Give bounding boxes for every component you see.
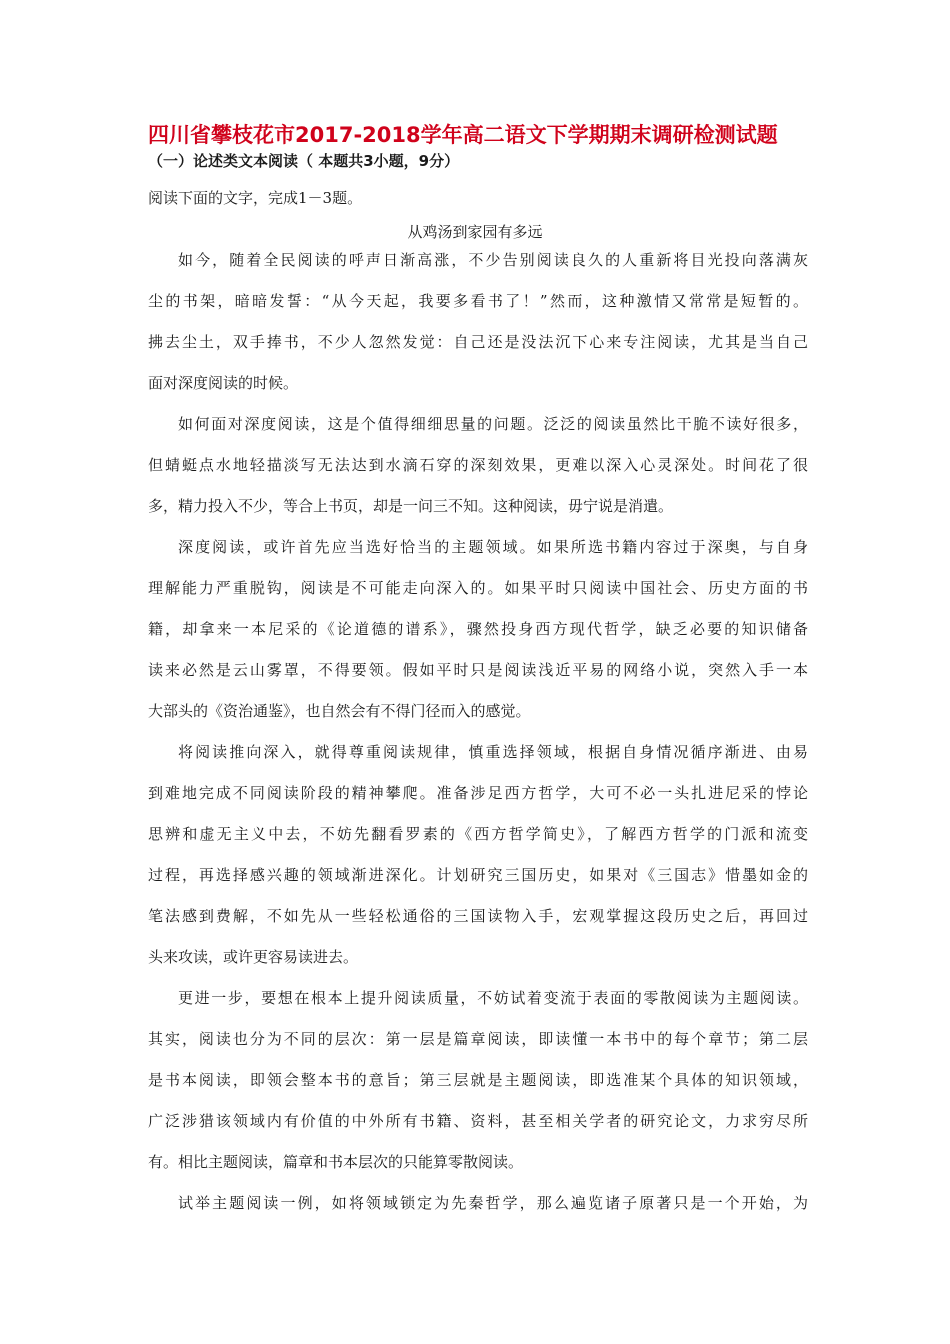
text-line: 理解能力严重脱钩，阅读是不可能走向深入的。如果平时只阅读中国社会、历史方面的书 <box>148 579 808 597</box>
text-line: 大部头的《资治通鉴》，也自然会有不得门径而入的感觉。 <box>148 702 531 720</box>
text-line: 到难地完成不同阅读阶段的精神攀爬。准备涉足西方哲学，大可不必一头扎进尼采的悖论 <box>148 784 808 802</box>
text-line: 读来必然是云山雾罩，不得要领。假如平时只是阅读浅近平易的网络小说，突然入手一本 <box>148 661 808 679</box>
document-title: 四川省攀枝花市2017-2018学年高二语文下学期期末调研检测试题 <box>148 123 778 147</box>
text-line: 是书本阅读，即领会整本书的意旨；第三层就是主题阅读，即选准某个具体的知识领域， <box>148 1071 808 1089</box>
text-line: 面对深度阅读的时候。 <box>148 374 299 392</box>
text-line: 过程，再选择感兴趣的领域渐进深化。计划研究三国历史，如果对《三国志》惜墨如金的 <box>148 866 808 884</box>
text-line: 尘的书架，暗暗发誓：“从今天起，我要多看书了！”然而，这种激情又常常是短暂的。 <box>148 292 808 310</box>
text-line: 头来攻读，或许更容易读进去。 <box>148 948 359 966</box>
text-line: 如今，随着全民阅读的呼声日渐高涨，不少告别阅读良久的人重新将目光投向落满灰 <box>178 251 808 269</box>
text-line: 籍，却拿来一本尼采的《论道德的谱系》，骤然投身西方现代哲学，缺乏必要的知识储备 <box>148 620 808 638</box>
section-heading: （一）论述类文本阅读（ 本题共3小题，9分） <box>148 152 460 170</box>
article-title: 从鸡汤到家园有多远 <box>407 223 543 241</box>
reading-instruction: 阅读下面的文字，完成1－3题。 <box>148 189 363 207</box>
text-line: 更进一步，要想在根本上提升阅读质量，不妨试着变流于表面的零散阅读为主题阅读。 <box>178 989 808 1007</box>
text-line: 思辨和虚无主义中去，不妨先翻看罗素的《西方哲学简史》，了解西方哲学的门派和流变 <box>148 825 808 843</box>
text-line: 将阅读推向深入，就得尊重阅读规律，慎重选择领域，根据自身情况循序渐进、由易 <box>178 743 808 761</box>
text-line: 深度阅读，或许首先应当选好恰当的主题领域。如果所选书籍内容过于深奥，与自身 <box>178 538 808 556</box>
text-line: 广泛涉猎该领域内有价值的中外所有书籍、资料，甚至相关学者的研究论文，力求穷尽所 <box>148 1112 808 1130</box>
text-line: 其实，阅读也分为不同的层次：第一层是篇章阅读，即读懂一本书中的每个章节；第二层 <box>148 1030 808 1048</box>
text-line: 笔法感到费解，不如先从一些轻松通俗的三国读物入手，宏观掌握这段历史之后，再回过 <box>148 907 808 925</box>
text-line: 如何面对深度阅读，这是个值得细细思量的问题。泛泛的阅读虽然比干脆不读好很多， <box>178 415 808 433</box>
text-line: 试举主题阅读一例，如将领域锁定为先秦哲学，那么遍览诸子原著只是一个开始，为 <box>178 1194 808 1212</box>
text-line: 但蜻蜓点水地轻描淡写无法达到水滴石穿的深刻效果，更难以深入心灵深处。时间花了很 <box>148 456 808 474</box>
text-line: 多，精力投入不少，等合上书页，却是一问三不知。这种阅读，毋宁说是消遣。 <box>148 497 674 515</box>
text-line: 拂去尘土，双手捧书，不少人忽然发觉：自己还是没法沉下心来专注阅读，尤其是当自己 <box>148 333 808 351</box>
text-line: 有。相比主题阅读，篇章和书本层次的只能算零散阅读。 <box>148 1153 524 1171</box>
